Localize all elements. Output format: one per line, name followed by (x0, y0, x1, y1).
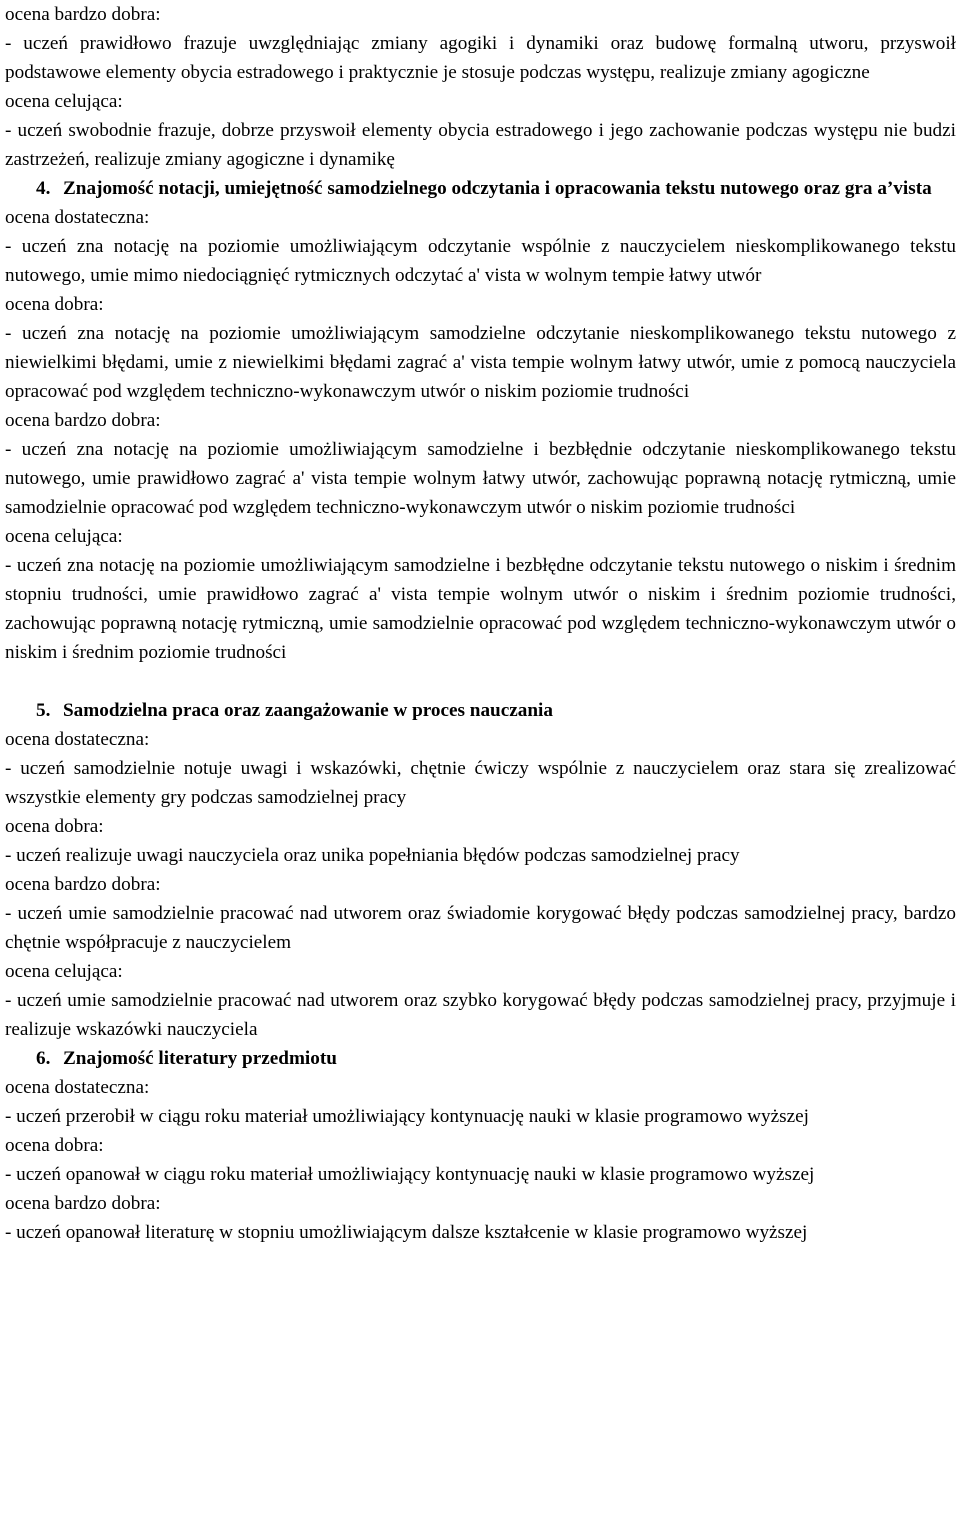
section-4 (5, 174, 956, 667)
grade-label-excellent: ocena celująca: (5, 91, 123, 112)
grade-text-very-good: - uczeń zna notację na poziomie umożliwiającym samodzielne i bezbłędnie odczytanie nieskomplikowanego tekstu nutowego, umie prawidłowo zagrać a' vista tempie wolnym łatwy utwór, zachowując poprawną notację rytmiczną, umie samodzielnie opracować pod względem techniczno-wykonawczym utwór o niskim poziomie trudności (5, 439, 956, 518)
grade-text-excellent: - uczeń swobodnie frazuje, dobrze przyswoił elementy obycia estradowego i jego zachowanie podczas występu nie budzi zastrzeżeń, realizuje zmiany agogiczne i dynamikę (5, 120, 956, 170)
section-5-heading (5, 696, 956, 725)
grade-text-sufficient: - uczeń zna notację na poziomie umożliwiającym odczytanie wspólnie z nauczycielem nieskomplikowanego tekstu nutowego, umie mimo niedociągnięć rytmicznych odczytać a' vista w wolnym tempie łatwy utwór (5, 236, 956, 286)
grade-label-very-good: ocena bardzo dobra: (5, 4, 161, 25)
grade-text-very-good: - uczeń prawidłowo frazuje uwzględniając zmiany agogiki i dynamiki oraz budowę formalną utworu, przyswoił podstawowe elementy obycia estradowego i praktycznie je stosuje podczas występu, realizuje zmiany agogiczne (5, 33, 956, 83)
grade-text-good: - uczeń zna notację na poziomie umożliwiającym samodzielne odczytanie nieskomplikowanego tekstu nutowego z niewielkimi błędami, umie z niewielkimi błędami zagrać a' vista tempie wolnym łatwy utwór, umie z pomocą nauczyciela opracować pod względem techniczno-wykonawczym utwór o niskim poziomie trudności (5, 323, 956, 402)
section-6-title: Znajomość literatury przedmiotu (63, 1048, 337, 1069)
grade-label-excellent: ocena celująca: (5, 526, 123, 547)
section-3-tail (5, 0, 956, 174)
grade-text-sufficient: - uczeń samodzielnie notuje uwagi i wskazówki, chętnie ćwiczy wspólnie z nauczycielem oraz stara się zrealizować wszystkie elementy gry podczas samodzielnej pracy (5, 758, 956, 808)
section-6-heading (5, 1044, 956, 1073)
section-5-number: 5. (36, 700, 51, 721)
grade-label-very-good: ocena bardzo dobra: (5, 874, 161, 895)
grade-text-sufficient: - uczeń przerobił w ciągu roku materiał umożliwiający kontynuację nauki w klasie programowo wyższej (5, 1106, 809, 1127)
section-6 (5, 1044, 956, 1247)
grade-label-very-good: ocena bardzo dobra: (5, 410, 161, 431)
grade-text-excellent: - uczeń umie samodzielnie pracować nad utworem oraz szybko korygować błędy podczas samodzielnej pracy, przyjmuje i realizuje wskazówki nauczyciela (5, 990, 956, 1040)
grade-label-sufficient: ocena dostateczna: (5, 729, 150, 750)
grade-label-very-good: ocena bardzo dobra: (5, 1193, 161, 1214)
section-spacer (5, 667, 956, 696)
grade-text-very-good: - uczeń umie samodzielnie pracować nad utworem oraz świadomie korygować błędy podczas samodzielnej pracy, bardzo chętnie współpracuje z nauczycielem (5, 903, 956, 953)
grade-label-sufficient: ocena dostateczna: (5, 207, 150, 228)
grade-label-sufficient: ocena dostateczna: (5, 1077, 150, 1098)
grade-text-good: - uczeń opanował w ciągu roku materiał umożliwiający kontynuację nauki w klasie programowo wyższej (5, 1164, 815, 1185)
grade-label-good: ocena dobra: (5, 816, 104, 837)
grade-text-good: - uczeń realizuje uwagi nauczyciela oraz unika popełniania błędów podczas samodzielnej pracy (5, 845, 740, 866)
section-6-number: 6. (36, 1048, 51, 1069)
section-4-title: Znajomość notacji, umiejętność samodzielnego odczytania i opracowania tekstu nutowego oraz gra a’vista (63, 178, 932, 199)
grade-text-very-good: - uczeń opanował literaturę w stopniu umożliwiającym dalsze kształcenie w klasie programowo wyższej (5, 1222, 808, 1243)
section-5-title: Samodzielna praca oraz zaangażowanie w proces nauczania (63, 700, 553, 721)
section-5 (5, 696, 956, 1044)
grade-label-excellent: ocena celująca: (5, 961, 123, 982)
grade-label-good: ocena dobra: (5, 294, 104, 315)
grade-label-good: ocena dobra: (5, 1135, 104, 1156)
section-4-number: 4. (36, 178, 51, 199)
section-4-heading (5, 174, 956, 203)
grade-text-excellent: - uczeń zna notację na poziomie umożliwiającym samodzielne i bezbłędne odczytanie tekstu nutowego o niskim i średnim stopniu trudności, umie prawidłowo zagrać a' vista tempie wolnym utwór o niskim i średnim poziomie trudności, zachowując poprawną notację rytmiczną, umie samodzielnie opracować pod względem techniczno-wykonawczym utwór o niskim i średnim poziomie trudności (5, 555, 956, 663)
